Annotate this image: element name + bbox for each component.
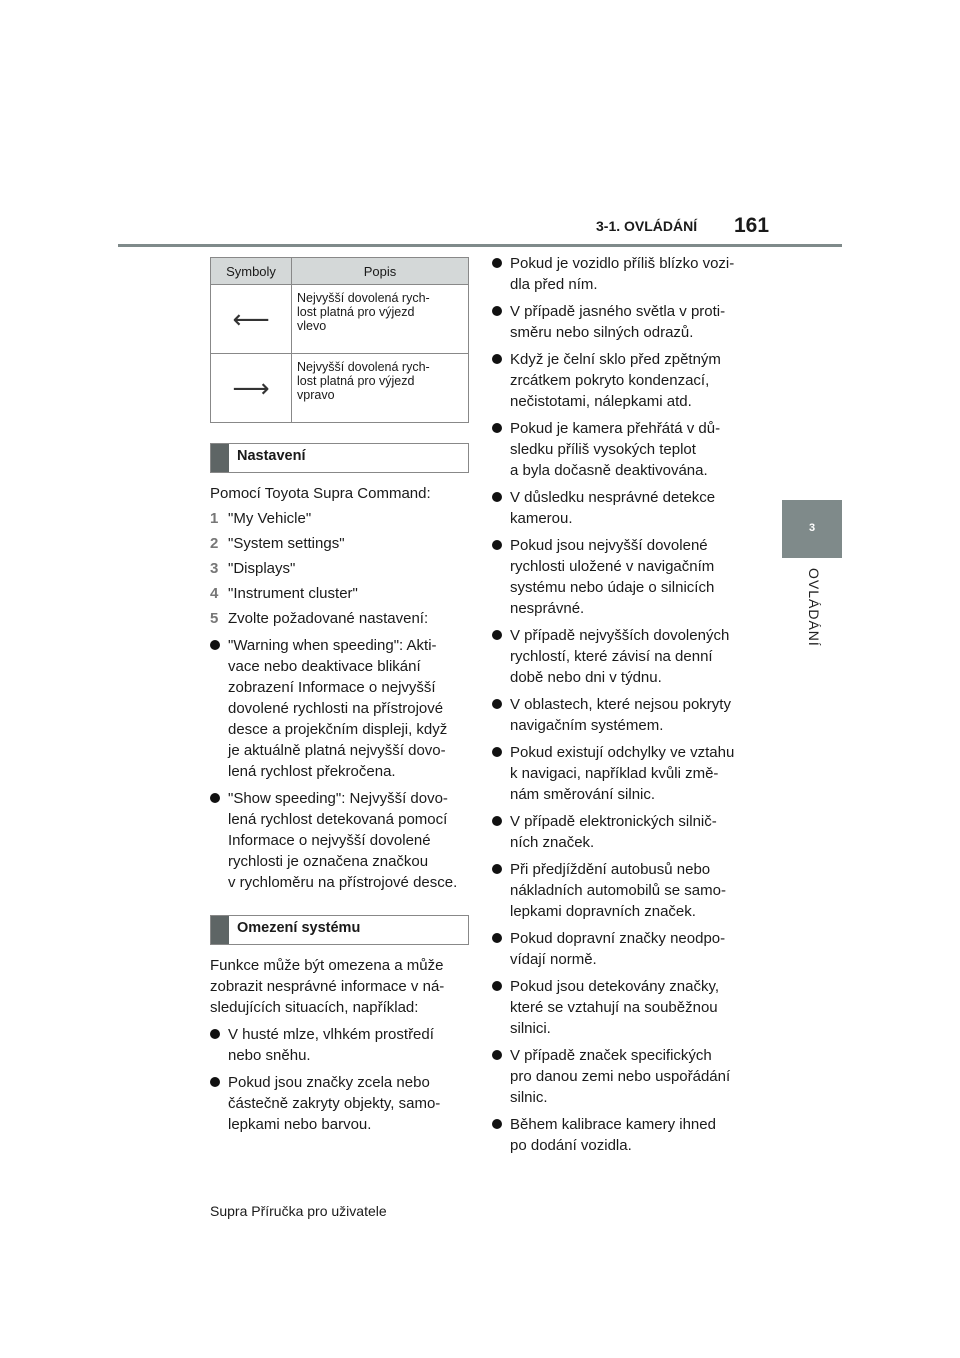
table-cell-description: Nejvyšší dovolená rych- lost platná pro výjezd vpravo [292, 354, 469, 423]
symbols-table [210, 257, 469, 423]
list-item [492, 1114, 757, 1156]
bullet-text: V oblastech, které nejsou pokryty navigačním systémem. [510, 696, 731, 734]
bullet-icon [210, 640, 220, 650]
bullet-icon [492, 306, 502, 316]
settings-intro: Pomocí Toyota Supra Command: [210, 485, 431, 502]
list-item [210, 583, 470, 604]
heading-marker [211, 916, 229, 944]
bullet-icon [492, 816, 502, 826]
step-text: "System settings" [228, 535, 345, 552]
list-item [492, 928, 757, 970]
chapter-tab[interactable]: 3 [782, 500, 842, 558]
bullet-icon [492, 630, 502, 640]
step-number: 1 [210, 510, 219, 527]
list-item [210, 508, 470, 529]
bullet-icon [492, 747, 502, 757]
list-item [210, 608, 470, 629]
bullet-icon [492, 933, 502, 943]
list-item [492, 976, 757, 1039]
bullet-icon [492, 699, 502, 709]
list-item [210, 788, 470, 893]
bullet-icon [492, 492, 502, 502]
bullet-text: V husté mlze, vlhkém prostředí nebo sněhu. [228, 1026, 434, 1064]
bullet-icon [210, 793, 220, 803]
section-title: 3-1. OVLÁDÁNÍ [596, 218, 698, 234]
step-text: "Instrument cluster" [228, 585, 358, 602]
list-item [492, 811, 757, 853]
step-number: 4 [210, 585, 219, 602]
bullet-icon [492, 354, 502, 364]
right-arrow-icon: ⟶ [211, 354, 292, 423]
bullet-text: V případě elektronických silnič- ních značek. [510, 813, 717, 851]
list-item [492, 742, 757, 805]
step-number: 5 [210, 610, 219, 627]
bullet-text: "Show speeding": Nejvyšší dovo- lená rychlost detekovaná pomocí Informace o nejvyšší dovolené rychlosti je označena značkou v rychloměru na přístrojové desce. [228, 790, 458, 891]
limits-heading [210, 915, 469, 945]
header-rule [118, 244, 842, 247]
bullet-text: V případě nejvyšších dovolených rychlostí, které závisí na denní době nebo dni v týdnu. [510, 627, 730, 686]
footer-text: Supra Příručka pro uživatele [210, 1203, 387, 1219]
right-column [492, 253, 757, 1156]
list-item [492, 301, 757, 343]
bullet-icon [492, 423, 502, 433]
list-item [210, 1024, 470, 1066]
bullet-icon [492, 540, 502, 550]
table-header-description: Popis [292, 258, 469, 285]
bullet-text: V případě značek specifických pro danou zemi nebo uspořádání silnic. [510, 1047, 731, 1106]
bullet-text: Pokud jsou značky zcela nebo částečně zakryty objekty, samo- lepkami nebo barvou. [228, 1074, 441, 1133]
table-row [211, 354, 469, 423]
page-number: 161 [734, 214, 770, 237]
step-text: "Displays" [228, 560, 296, 577]
bullet-icon [210, 1077, 220, 1087]
step-text: Zvolte požadované nastavení: [228, 610, 429, 627]
heading-marker [211, 444, 229, 472]
left-arrow-icon: ⟵ [211, 285, 292, 354]
settings-heading [210, 443, 469, 473]
bullet-text: Když je čelní sklo před zpětným zrcátkem pokryto kondenzací, nečistotami, nálepkami atd. [510, 351, 721, 410]
bullet-text: "Warning when speeding": Akti- vace nebo deaktivace blikání zobrazení Informace o nejvyšší dovolené rychlosti na přístrojové desce a projekčním displeji, když je aktuálně platná nejvyšší dovo- lená rychlost překročena. [228, 637, 448, 780]
bullet-icon [492, 258, 502, 268]
bullet-text: Pokud jsou nejvyšší dovolené rychlosti uložené v navigačním systému nebo údaje o silnicích nesprávné. [510, 537, 715, 617]
limits-heading-text: Omezení systému [237, 920, 361, 936]
bullet-icon [492, 864, 502, 874]
list-item [492, 625, 757, 688]
step-number: 2 [210, 535, 219, 552]
list-item [492, 535, 757, 619]
table-row [211, 285, 469, 354]
left-column [210, 257, 470, 1135]
table-header-symbol: Symboly [211, 258, 292, 285]
list-item [210, 1072, 470, 1135]
step-text: "My Vehicle" [228, 510, 312, 527]
chapter-label: OVLÁDÁNÍ [806, 568, 822, 647]
bullet-icon [492, 1119, 502, 1129]
bullet-text: Pokud existují odchylky ve vztahu k navigaci, například kvůli změ- nám směrování silnic. [510, 744, 735, 803]
bullet-text: Pokud jsou detekovány značky, které se vztahují na souběžnou silnici. [510, 978, 720, 1037]
bullet-text: Pokud dopravní značky neodpo- vídají normě. [510, 930, 726, 968]
list-item [210, 558, 470, 579]
step-number: 3 [210, 560, 219, 577]
list-item [210, 635, 470, 782]
list-item [492, 253, 757, 295]
list-item [492, 487, 757, 529]
list-item [492, 349, 757, 412]
list-item [210, 533, 470, 554]
settings-heading-text: Nastavení [237, 448, 306, 464]
bullet-text: Pokud je kamera přehřátá v dů- sledku příliš vysokých teplot a byla dočasně deaktivována. [510, 420, 721, 479]
list-item [492, 1045, 757, 1108]
list-item [492, 418, 757, 481]
bullet-icon [210, 1029, 220, 1039]
bullet-icon [492, 1050, 502, 1060]
bullet-icon [492, 981, 502, 991]
bullet-text: V důsledku nesprávné detekce kamerou. [510, 489, 716, 527]
table-cell-description: Nejvyšší dovolená rych- lost platná pro výjezd vlevo [292, 285, 469, 354]
list-item [492, 859, 757, 922]
bullet-text: Pokud je vozidlo příliš blízko vozi- dla před ním. [510, 255, 735, 293]
limits-intro: Funkce může být omezena a může zobrazit nesprávné informace v ná- sledujících situacích, například: [210, 957, 445, 1016]
bullet-text: Při předjíždění autobusů nebo nákladních automobilů se samo- lepkami dopravních značek. [510, 861, 726, 920]
bullet-text: Během kalibrace kamery ihned po dodání vozidla. [510, 1116, 716, 1154]
list-item [492, 694, 757, 736]
bullet-text: V případě jasného světla v proti- směru nebo silných odrazů. [510, 303, 726, 341]
